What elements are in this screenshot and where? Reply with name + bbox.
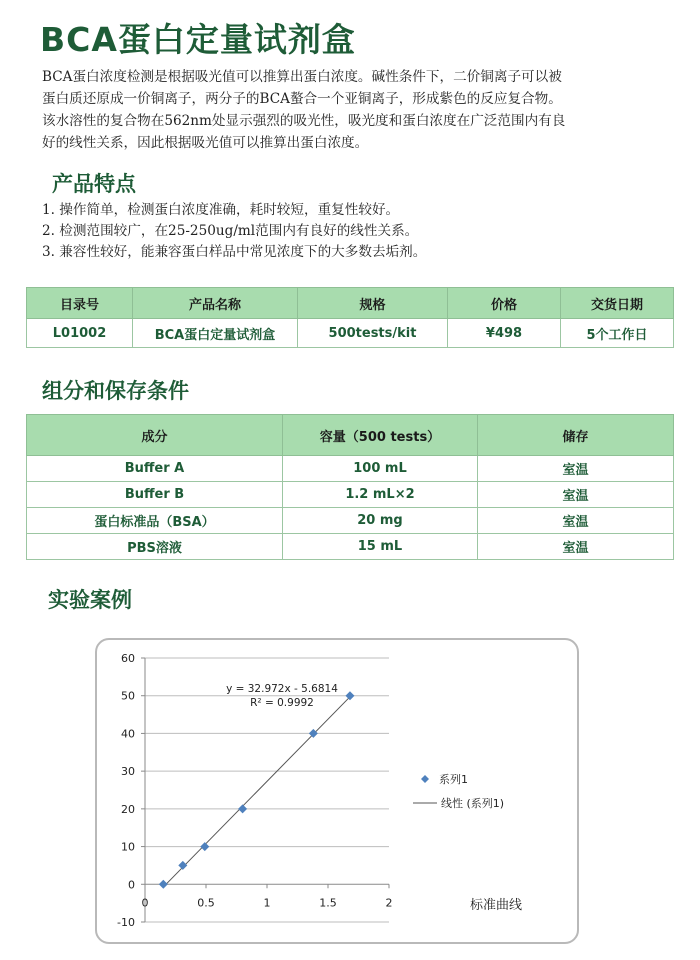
cell-storage: 室温 <box>478 482 674 508</box>
header-catalog-no: 目录号 <box>27 288 133 319</box>
features-list <box>42 200 426 263</box>
y-tick-label: 40 <box>121 727 135 741</box>
intro-paragraph <box>42 66 678 154</box>
cell-volume: 15 mL <box>283 534 478 560</box>
y-tick-label: 50 <box>121 689 135 703</box>
cell-storage: 室温 <box>478 456 674 482</box>
chart-container <box>95 638 579 944</box>
y-tick-label: 0 <box>128 878 135 892</box>
trendline <box>163 697 350 887</box>
table-header-row <box>27 415 674 456</box>
table-row <box>27 534 674 560</box>
cell-catalog-no: L01002 <box>27 319 133 348</box>
data-point <box>178 861 187 870</box>
header-delivery: 交货日期 <box>561 288 674 319</box>
r-squared: R² = 0.9992 <box>250 697 314 709</box>
product-table <box>26 287 674 348</box>
feature-item: 1. 操作简单，检测蛋白浓度准确，耗时较短，重复性较好。 <box>42 202 400 218</box>
cell-spec: 500tests/kit <box>298 319 448 348</box>
cell-storage: 室温 <box>478 508 674 534</box>
cell-volume: 100 mL <box>283 456 478 482</box>
header-volume: 容量（500 tests） <box>283 415 478 456</box>
header-product-name: 产品名称 <box>133 288 298 319</box>
cell-delivery: 5个工作日 <box>561 319 674 348</box>
y-tick-label: 30 <box>121 765 135 779</box>
x-tick-label: 2 <box>385 896 393 910</box>
x-tick-label: 0.5 <box>197 896 215 910</box>
cell-component: Buffer B <box>27 482 283 508</box>
header-price: 价格 <box>448 288 561 319</box>
cell-component: 蛋白标准品（BSA） <box>27 508 283 534</box>
y-tick-label: 10 <box>121 840 135 854</box>
trendline-path <box>163 697 350 887</box>
table-row <box>27 319 674 348</box>
trend-equation: y = 32.972x - 5.6814 <box>226 683 338 695</box>
storage-heading: 组分和保存条件 <box>42 379 189 403</box>
header-storage: 储存 <box>478 415 674 456</box>
legend-marker-series1 <box>421 775 429 783</box>
cell-price: ¥498 <box>448 319 561 348</box>
feature-item: 2. 检测范围较广，在25-250ug/ml范围内有良好的线性关系。 <box>42 223 419 239</box>
data-point <box>238 804 247 813</box>
x-tick-label: 0 <box>141 896 149 910</box>
y-tick-label: -10 <box>117 916 135 929</box>
cell-storage: 室温 <box>478 534 674 560</box>
example-heading: 实验案例 <box>48 588 132 612</box>
feature-item: 3. 兼容性较好，能兼容蛋白样品中常见浓度下的大多数去垢剂。 <box>42 244 427 260</box>
y-tick-label: 20 <box>121 802 135 816</box>
table-row <box>27 482 674 508</box>
x-tick-label: 1 <box>263 896 271 910</box>
intro-line: BCA蛋白浓度检测是根据吸光值可以推算出蛋白浓度。碱性条件下，二价铜离子可以被 <box>42 69 562 85</box>
intro-line: 该水溶性的复合物在562nm处显示强烈的吸光性，吸光度和蛋白浓度在广泛范围内有良 <box>42 113 566 129</box>
x-axis-label: 标准曲线 <box>470 898 523 913</box>
page-title: BCA蛋白定量试剂盒 <box>40 20 356 59</box>
intro-line: 蛋白质还原成一价铜离子，两分子的BCA螯合一个亚铜离子，形成紫色的反应复合物。 <box>42 91 562 107</box>
data-point <box>200 842 209 851</box>
legend-label-trendline: 线性 (系列1) <box>441 797 505 810</box>
cell-volume: 20 mg <box>283 508 478 534</box>
data-point <box>345 691 354 700</box>
legend-label-series1: 系列1 <box>439 773 468 786</box>
x-tick-label: 1.5 <box>319 896 337 910</box>
data-point <box>159 880 168 889</box>
data-points <box>159 691 355 889</box>
table-row <box>27 508 674 534</box>
header-spec: 规格 <box>298 288 448 319</box>
cell-product-name: BCA蛋白定量试剂盒 <box>133 319 298 348</box>
header-component: 成分 <box>27 415 283 456</box>
cell-component: Buffer A <box>27 456 283 482</box>
cell-volume: 1.2 mL×2 <box>283 482 478 508</box>
legend <box>413 772 504 810</box>
intro-line: 好的线性关系，因此根据吸光值可以推算出蛋白浓度。 <box>42 135 369 151</box>
features-heading: 产品特点 <box>52 172 136 196</box>
components-table <box>26 414 674 560</box>
standard-curve-chart <box>97 640 577 942</box>
cell-component: PBS溶液 <box>27 534 283 560</box>
y-tick-label: 60 <box>121 652 135 665</box>
table-row <box>27 456 674 482</box>
table-header-row <box>27 288 674 319</box>
